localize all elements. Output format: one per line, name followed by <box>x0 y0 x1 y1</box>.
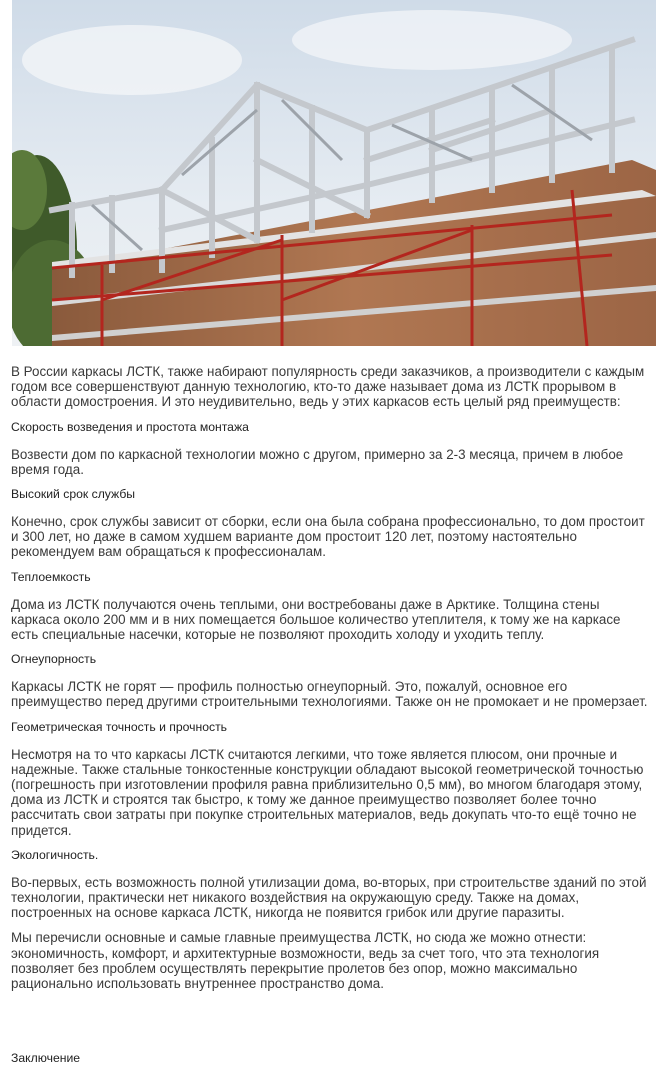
section-heading-heat: Теплоемкость <box>11 569 91 584</box>
article-body <box>11 364 651 1001</box>
section-heading-lifetime: Высокий срок службы <box>11 487 136 502</box>
intro-paragraph: В России каркасы ЛСТК, также набирают популярность среди заказчиков, а производители с каждым годом все совершенствуют данную технологию, кто-то даже называет дома из ЛСТК прорывом в области домостроения. И это неудивительно, ведь у этих каркасов есть целый ряд преимуществ: <box>11 364 645 410</box>
section-text-lifetime: Конечно, срок службы зависит от сборки, если она была собрана профессионально, то дом простоит и 300 лет, но даже в самом худшем варианте дом простоит 120 лет, поэтому настоятельно рекомендуем вам обращаться к профессионалам. <box>11 514 645 560</box>
summary-paragraph: Мы перечисли основные и самые главные преимущества ЛСТК, но сюда же можно отнести: экономичность, комфорт, и архитектурные возможности, ведь за счет того, что эта технология позволяет без проблем осуществлять перекрытие пролетов без опор, можно максимально рационально использовать внутреннее пространство дома. <box>11 930 600 992</box>
section-text-speed: Возвести дом по каркасной технологии можно с другом, примерно за 2-3 месяца, причем в любое время года. <box>11 446 624 477</box>
steel-frame-house-photo <box>12 0 656 346</box>
section-heading-fireproof: Огнеупорность <box>11 652 97 667</box>
section-text-precision: Несмотря на то что каркасы ЛСТК считаются легкими, что тоже является плюсом, они прочные и надежные. Также стальные тонкостенные конструкции обладают высокой геометрической точностью (погрешность при изготовлении профиля равна приблизительно 0,5 мм), во многом благодаря этому, дома из ЛСТК и строятся так быстро, к тому же данное преимущество позволяет более точно рассчитать свои затраты при покупке строительных материалов, ведь докупать что-то ещё точно не придется. <box>11 746 644 838</box>
section-heading-precision: Геометрическая точность и прочность <box>11 719 228 734</box>
next-section-heading: Заключение <box>11 1051 81 1065</box>
section-heading-speed: Скорость возведения и простота монтажа <box>11 419 249 434</box>
hero-image <box>12 0 656 346</box>
section-text-ecology: Во-первых, есть возможность полной утилизации дома, во-вторых, при строительстве зданий по этой технологии, практически нет никакого воздействия на окружающую среду. Также на домах, построенных на основе каркаса ЛСТК, никогда не появится грибок или другие паразиты. <box>11 874 647 921</box>
section-text-heat: Дома из ЛСТК получаются очень теплыми, они востребованы даже в Арктике. Толщина стены каркаса около 200 мм и в них помещается большое количество утеплителя, к тому же на каркасе есть специальные насечки, которые не позволяют проходить холоду и уходить теплу. <box>11 596 621 643</box>
section-text-fireproof: Каркасы ЛСТК не горят — профиль полностью огнеупорный. Это, пожалуй, основное его преимущество перед другими строительными технологиями. Также он не промокает и не промерзает. <box>11 679 648 710</box>
section-heading-ecology: Экологичность. <box>11 847 99 862</box>
